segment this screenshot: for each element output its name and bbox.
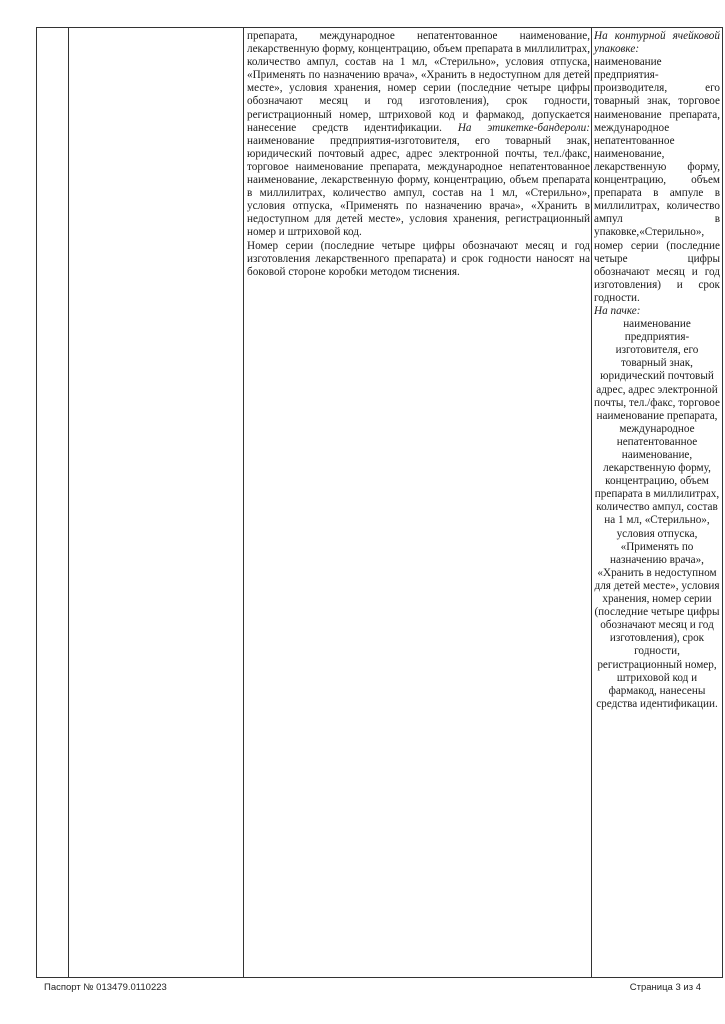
column-divider-1	[68, 28, 69, 977]
page-number: Страница 3 из 4	[629, 982, 701, 993]
pack-heading: На пачке:	[594, 304, 641, 317]
packaging-description-cell	[247, 30, 590, 279]
pack-body: наименование предприятия-изготовителя, его товарный знак, юридический почтовый адрес, адрес электронной почты, тел./факс, торговое наименование препарата, международное непатентованное наименование, лекарственную форму, концентрацию, объем препарата в миллилитрах, количество ампул, состав на 1 мл, «Стерильно», условия отпуска, «Применять по назначению врача», «Хранить в недоступном для детей месте», условия хранения, номер серии (последние четыре цифры обозначают месяц и год изготовления), срок годности, регистрационный номер, штриховой код и фармакод, нанесены средства идентификации.	[594, 318, 720, 710]
column-divider-2	[243, 28, 244, 977]
label-body: наименование предприятия-изготовителя, его товарный знак, юридический почтовый адрес, адрес электронной почты, тел./факс, торговое наименование препарата, международное непатентованное наименование, лекарственную форму, концентрацию, объем препарата в миллилитрах, количество ампул, состав на 1 мл, «Стерильно», условия отпуска, «Применять по назначению врача», «Хранить в недоступном для детей месте», условия хранения, регистрационный номер и штриховой код.	[247, 134, 590, 239]
passport-number: Паспорт № 013479.0110223	[44, 982, 167, 993]
packaging-body: препарата, международное непатентованное наименование, лекарственную форму, концентрацию, объем препарата в миллилитрах, количество ампул, состав на 1 мл, «Стерильно», условия отпуска, «Применять по назначению врача», «Хранить в недоступном для детей месте», условия хранения, номер серии (последние четыре цифры обозначают месяц и год изготовления), срок годности, регистрационный номер, штриховой код и фармакод, допускается нанесение средств идентификации.	[247, 30, 590, 134]
packaging-paragraph	[247, 30, 590, 240]
blister-body: наименование предприятия-производителя, его товарный знак, торговое наименование препарата, международное непатентованное наименование, лекарственную форму, концентрацию, объем препарата в ампуле в миллилитрах, количество ампул в упаковке,«Стерильно», номер серии (последние четыре цифры обозначают месяц и год изготовления) и срок годности.	[594, 56, 720, 304]
document-table	[36, 27, 723, 978]
marking-description-cell	[594, 30, 720, 711]
blister-heading: На контурной ячейковой упаковке:	[594, 30, 720, 56]
column-divider-3	[591, 28, 592, 977]
series-note: Номер серии (последние четыре цифры обозначают месяц и год изготовления лекарственного препарата) и срок годности наносят на боковой стороне коробки методом тиснения.	[247, 239, 590, 278]
label-heading: На этикетке-бандероли:	[457, 121, 590, 134]
